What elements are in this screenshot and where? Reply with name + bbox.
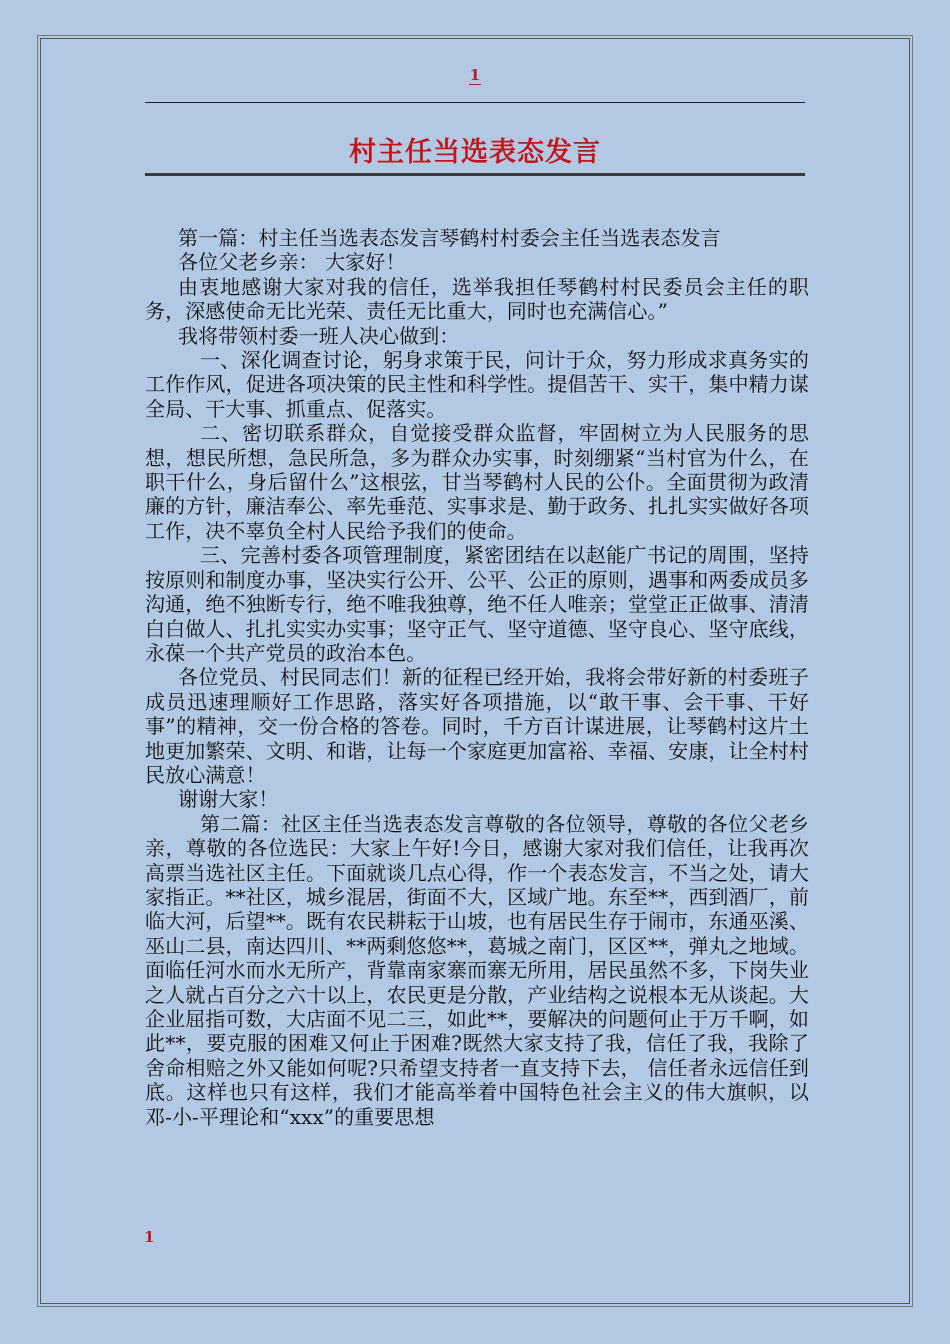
footer-page-number: 1 — [144, 1228, 155, 1246]
paragraph: 由衷地感谢大家对我的信任，选举我担任琴鹤村村民委员会主任的职务，深感使命无比光荣、责任无比重大，同时也充满信心。” — [145, 274, 809, 324]
paragraph: 第二篇：社区主任当选表态发言尊敬的各位领导，尊敬的各位父老乡亲，尊敬的各位选民：大家上午好!今日，感谢大家对我们信任，让我再次高票当选社区主任。下面就谈几点心得，作一个表态发言，不当之处，请大家指正。**社区，城乡混居，街面不大，区域广地。东至**，西到酒厂，前临大河，后望**。既有农民耕耘于山坡，也有居民生存于闹市，东通巫溪、巫山二县，南达四川、**两剩悠悠**，葛城之南门，区区**，弹丸之地域。面临任河水而水无所产，背靠南家寨而寨无所用，居民虽然不多，下岗失业之人就占百分之六十以上，农民更是分散，产业结构之说根本无从谈起。大企业屈指可数，大店面不见二三，如此**，要解决的问题何止于万千啊，如此**，要克服的困难又何止于困难?既然大家支持了我，信任了我，我除了舍命相赔之外又能如何呢?只希望支持者一直支持下去， 信任者永远信任到底。这样也只有这样，我们才能高举着中国特色社会主义的伟大旗帜，以邓-小-平理论和“xxx”的重要思想 — [145, 811, 809, 1129]
paragraph: 第一篇：村主任当选表态发言琴鹤村村委会主任当选表态发言 — [178, 226, 721, 250]
header-rule — [145, 102, 805, 103]
paragraph: 各位党员、村民同志们！新的征程已经开始，我将会带好新的村委班子成员迅速理顺好工作思路，落实好各项措施，以“敢干事、会干事、干好事”的精神，交一份合格的答卷。同时，千方百计谋进展，让琴鹤村这片土地更加繁荣、文明、和谐，让每一个家庭更加富裕、幸福、安康，让全村村民放心满意！ — [145, 665, 809, 787]
paragraph: 各位父老乡亲： 大家好！ — [178, 250, 406, 275]
header-page-number: 1 — [469, 66, 481, 84]
paragraph: 谢谢大家！ — [178, 787, 279, 812]
title-rule — [145, 173, 805, 176]
paragraph: 三、完善村委各项管理制度，紧密团结在以赵能广书记的周围，坚持按原则和制度办事，坚决实行公开、公平、公正的原则，遇事和两委成员多沟通，绝不独断专行，绝不唯我独尊，绝不任人唯亲；堂堂正正做事、清清白白做人、扎扎实实办实事；坚守正气、坚守道德、坚守良心、坚守底线，永葆一个共产党员的政治本色。 — [145, 543, 809, 665]
paragraph: 我将带领村委一班人决心做到： — [178, 323, 460, 348]
paragraph: 一、深化调查讨论，躬身求策于民，问计于众，努力形成求真务实的工作作风，促进各项决策的民主性和科学性。提倡苦干、实干，集中精力谋全局、干大事、抓重点、促落实。 — [145, 348, 809, 421]
document-title: 村主任当选表态发言 — [349, 137, 601, 168]
document-body — [145, 226, 809, 1129]
paragraph: 二、密切联系群众，自觉接受群众监督，牢固树立为人民服务的思想，想民所想，急民所急，多为群众办实事，时刻绷紧“当村官为什么，在职干什么，身后留什么”这根弦，甘当琴鹤村人民的公仆。全面贯彻为政清廉的方针，廉洁奉公、率先垂范、实事求是、勤于政务、扎扎实实做好各项工作，决不辜负全村人民给予我们的使命。 — [145, 421, 809, 543]
